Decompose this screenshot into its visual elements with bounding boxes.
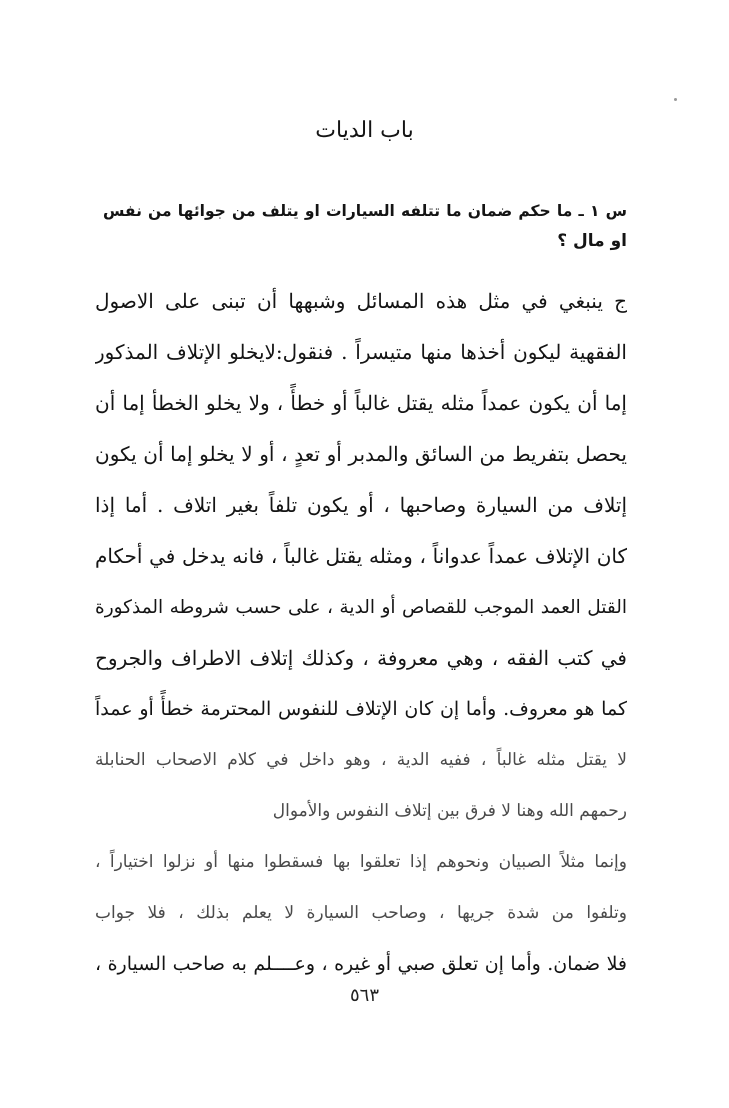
answer-line: إتلاف من السيارة وصاحبها ، أو يكون تلفاً بغير اتلاف . أما إذا xyxy=(95,493,627,517)
answer-line: ج ينبغي في مثل هذه المسائل وشبهها أن تبنى على الاصول xyxy=(95,289,627,313)
question-block xyxy=(103,196,627,256)
answer-line: رحمهم الله وهنا لا فرق بين إتلاف النفوس والأموال xyxy=(272,801,627,821)
chapter-title: باب الديات xyxy=(315,118,414,143)
answer-line: الفقهية ليكون أخذها منها متيسراً . فنقول:لايخلو الإتلاف المذكور xyxy=(95,340,627,364)
answer-line: القتل العمد الموجب للقصاص أو الدية ، على حسب شروطه المذكورة xyxy=(95,597,627,618)
answer-line: وتلفوا من شدة جريها ، وصاحب السيارة لا يعلم بذلك ، فلا جواب xyxy=(95,903,627,923)
page-number: ٥٦٣ xyxy=(349,985,379,1006)
answer-line: فلا ضمان. وأما إن تعلق صبي أو غيره ، وعــــلم به صاحب السيارة ، xyxy=(95,953,627,975)
scan-speck xyxy=(674,98,677,101)
answer-line: يحصل بتفريط من السائق والمدبر أو تعدٍ ، أو لا يخلو إما أن يكون xyxy=(95,442,627,466)
answer-line: كان الإتلاف عمداً عدواناً ، ومثله يقتل غالباً ، فانه يدخل في أحكام xyxy=(95,544,627,568)
answer-block xyxy=(95,276,627,990)
answer-line: لا يقتل مثله غالباً ، ففيه الدية ، وهو داخل في كلام الاصحاب الحنابلة xyxy=(95,750,627,770)
question-line: او مال ؟ xyxy=(557,231,627,251)
answer-line: وإنما مثلاً الصبيان ونحوهم إذا تعلقوا بها فسقطوا منها أو نزلوا اختياراً ، xyxy=(95,852,627,872)
answer-line: كما هو معروف. وأما إن كان الإتلاف للنفوس المحترمة خطأً أو عمداً xyxy=(95,698,627,720)
question-line: س ١ ـ ما حكم ضمان ما تتلفه السيارات او يتلف من جوائها من نفس xyxy=(103,202,627,220)
answer-line: إما أن يكون عمداً مثله يقتل غالباً أو خطأً ، ولا يخلو الخطأ إما أن xyxy=(95,391,627,415)
answer-line: في كتب الفقه ، وهي معروفة ، وكذلك إتلاف الاطراف والجروح xyxy=(95,646,627,670)
